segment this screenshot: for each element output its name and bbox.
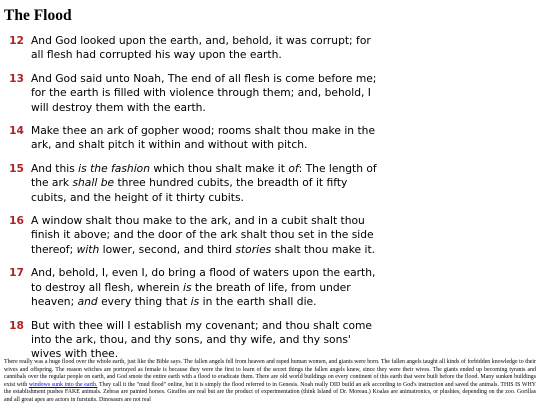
verse-text [24,162,381,205]
windows-sunk-link[interactable]: windows sunk into the earth. [28,381,98,388]
verse-text-segment: in the earth shall die. [199,295,317,309]
verse-item [0,124,540,153]
verse-text-segment: shalt thou make it. [271,242,376,256]
verse-text-segment: But with thee will I establish my covenant; and thou shalt come into the ark, thou, and thy sons, and thy wife, and thy sons' wives with thee. [31,318,372,361]
verse-italic-text: stories [235,242,272,256]
verse-text-segment: lower, second, and third [99,242,236,256]
verse-italic-text: is the fashion [78,161,150,175]
verse-number: 17 [9,266,24,280]
verse-text-segment: : The length of the ark [31,161,377,190]
verse-italic-text: is [190,295,200,309]
verse-text [24,72,381,115]
verse-italic-text: of [288,161,299,175]
verse-item [0,214,540,257]
verse-item [0,162,540,205]
verse-italic-text: with [76,242,100,256]
commentary-paragraph [4,359,536,404]
verse-item [0,34,540,63]
verse-number: 15 [9,161,24,175]
verse-number: 14 [9,124,24,138]
verse-text [24,124,381,153]
verse-item [0,266,540,309]
verse-text-segment: And God looked upon the earth, and, behold, it was corrupt; for all flesh had corrupted his way upon the earth. [31,34,371,62]
verse-text [24,319,381,362]
verse-text [24,34,381,63]
verse-text-segment: three hundred cubits, the breadth of it fifty cubits, and the height of it thirty cubits. [31,176,348,204]
verse-number: 18 [9,318,24,332]
verse-number: 16 [9,214,24,228]
page-title: The Flood [4,7,72,24]
verse-text-segment: Make thee an ark of gopher wood; rooms shalt thou make in the ark, and shalt pitch it within and without with pitch. [31,124,376,152]
verse-text [24,214,381,257]
verse-text [24,266,381,309]
verse-text-segment: which thou shalt make it [149,161,289,175]
verse-text-segment: the breath of life, from under heaven; [31,280,351,309]
verse-text-segment: And God said unto Noah, The end of all flesh is come before me; for the earth is filled with violence through them; and, behold, I will destroy them with the earth. [31,71,377,114]
verse-italic-text: is [182,280,192,294]
verse-item [0,72,540,115]
verse-text-segment: And, behold, I, even I, do bring a flood of waters upon the earth, to destroy all flesh, wherein [31,266,376,294]
verse-italic-text: shall be [72,176,115,190]
verse-italic-text: and [77,295,98,309]
verse-list [0,34,540,371]
verse-number: 12 [9,34,24,47]
commentary-text-end: They call it the "mud flood" online, but it is simply the flood referred to in Genesis. Noah really DID build an ark according to God's instruction and saved the animals. THIS IS WHY the establishment pushes FAKE animals. Zebras are painted horses. Giraffes are real but are the product of experimentation (think Island of Dr. Moreau.) Koalas are animatronics, or plushies, depending on the zoo. Gorillas and all great apes are actors in furstuits. Dinosaurs are not real [4,381,536,403]
verse-text-segment: And this [31,161,79,175]
verse-text-segment: A window shalt thou make to the ark, and in a cubit shalt thou finish it above; and the door of the ark shalt thou set in the side thereof; [31,214,374,256]
commentary-text-start: There really was a huge flood over the whole earth, just like the Bible says. The fallen angels fell from heaven and raped human women, and giants were born. The fallen angels taught all kinds of forbidden knowledge to their wives and offspring. The reason witches are portrayed as female is because they were the first to learn of the secret things the fallen angels knew, since they were their wives. The giants ended up becoming tyrants and cannibals over the regular people on earth, and God smote the entire earth with a flood to eradicate them. There are old world buildings on every continent of this earth that were built before the flood. Many sunken buildings exist with [4,359,536,388]
verse-number: 13 [9,71,24,85]
verse-text-segment: every thing that [97,295,191,309]
verse-item [0,319,540,362]
